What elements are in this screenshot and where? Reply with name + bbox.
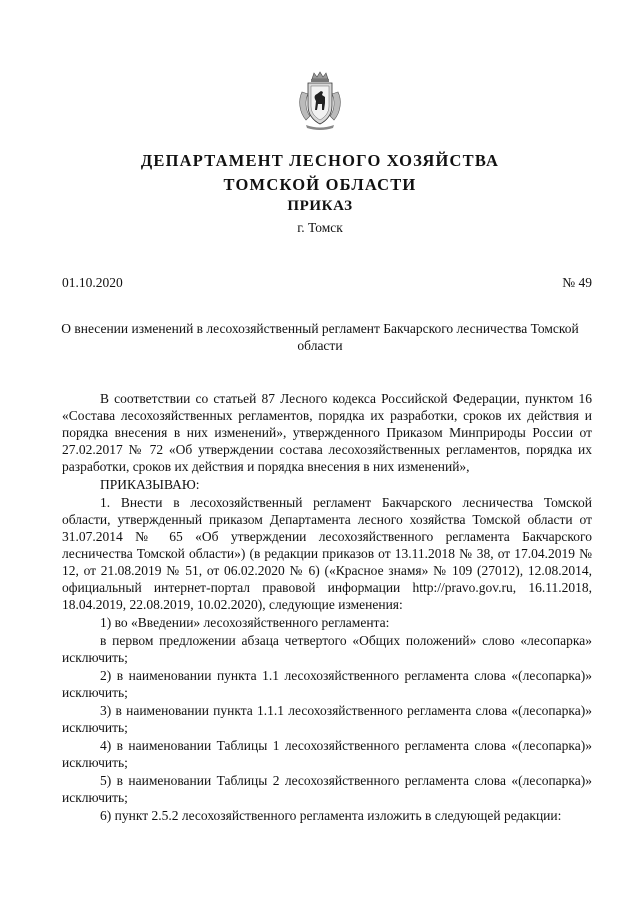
coat-of-arms-icon: [296, 70, 344, 130]
document-type: ПРИКАЗ: [287, 198, 353, 214]
department-title-line-2: ТОМСКОЙ ОБЛАСТИ: [223, 175, 417, 194]
subclause-paragraph: 6) пункт 2.5.2 лесохозяйственного регламента изложить в следующей редакции:: [100, 808, 562, 823]
clause-1-paragraph: 1. Внести в лесохозяйственный регламент Бакчарского лесничества Томской области, утвержденный приказом Департамента лесного хозяйства Томской области от 31.07.2014 № 65 «Об утверждении лесохозяйственного регламента Бакчарского лесничества Томской области») (в редакции приказов от 13.11.2018 № 38, от 17.04.2019 № 12, от 21.08.2019 № 51, от 06.02.2020 № 6) («Красное знамя» № 109 (27012), 12.08.2014, официальный интернет-портал правовой информации http://pravo.gov.ru, 16.11.2018, 18.04.2019, 22.08.2019, 10.02.2020), следующие изменения:: [62, 495, 592, 612]
city: г. Томск: [297, 220, 343, 235]
subclause-paragraph: 5) в наименовании Таблицы 2 лесохозяйственного регламента слова «(лесопарка)» исключить;: [62, 773, 592, 805]
document-date: 01.10.2020: [62, 275, 123, 290]
department-title-line-1: ДЕПАРТАМЕНТ ЛЕСНОГО ХОЗЯЙСТВА: [140, 151, 500, 170]
document-subject: О внесении изменений в лесохозяйственный регламент Бакчарского лесничества Томской области: [61, 321, 579, 353]
document-body: [62, 390, 592, 825]
subclause-paragraph: 2) в наименовании пункта 1.1 лесохозяйственного регламента слова «(лесопарка)» исключить;: [62, 668, 592, 700]
subclause-paragraph: в первом предложении абзаца четвертого «Общих положений» слово «лесопарка» исключить;: [62, 633, 592, 665]
order-keyword: ПРИКАЗЫВАЮ:: [100, 477, 200, 492]
preamble-paragraph: В соответствии со статьей 87 Лесного кодекса Российской Федерации, пунктом 16 «Состава лесохозяйственных регламентов, порядка их разработки, сроков их действия и порядка внесения в них изменений», утвержденного Приказом Минприроды России от 27.02.2017 № 72 «Об утверждении состава лесохозяйственных регламентов, порядка их разработки, сроков их действия и порядка внесения в них изменений»,: [62, 391, 592, 474]
document-number: № 49: [562, 275, 592, 290]
subclause-paragraph: 3) в наименовании пункта 1.1.1 лесохозяйственного регламента слова «(лесопарка)» исключить;: [62, 703, 592, 735]
subclause-paragraph: 1) во «Введении» лесохозяйственного регламента:: [100, 615, 390, 630]
subclause-paragraph: 4) в наименовании Таблицы 1 лесохозяйственного регламента слова «(лесопарка)» исключить;: [62, 738, 592, 770]
